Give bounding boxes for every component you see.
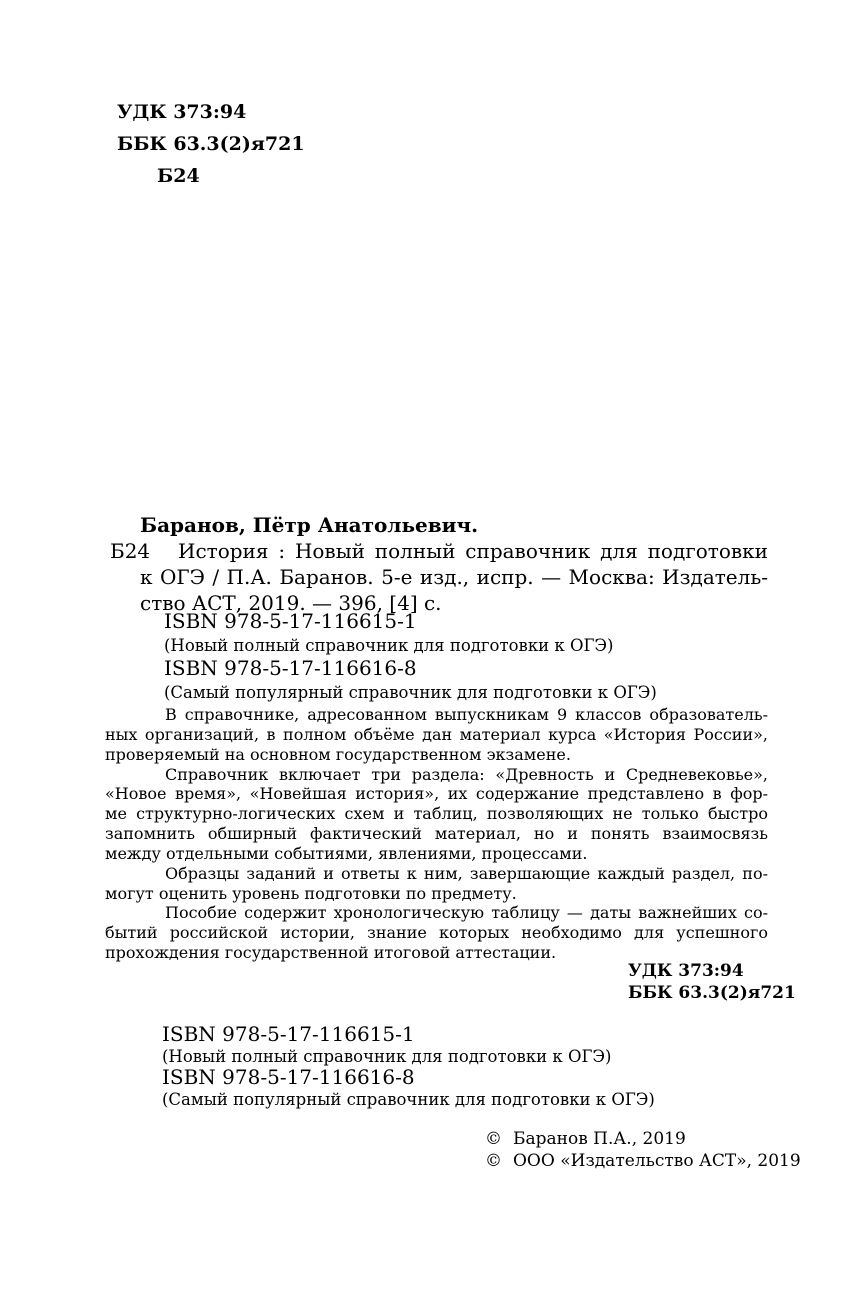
- isbn-line: ISBN 978-5-17-116615-1: [162, 1022, 415, 1046]
- classification-codes-top: [117, 96, 305, 192]
- annotation-line: могут оценить уровень подготовки по предмету.: [105, 883, 517, 903]
- annotation-line: проверяемый на основном государственном экзамене.: [105, 744, 571, 764]
- copyright-block: [485, 1128, 801, 1173]
- classification-codes-right: [628, 960, 796, 1004]
- copyright-symbol: ©: [485, 1151, 502, 1172]
- annotation-line: Пособие содержит хронологическую таблицу — даты важнейших со-: [165, 903, 768, 923]
- annotation-line: прохождения государственной итоговой аттестации.: [105, 943, 557, 963]
- copyright-text: Баранов П.А., 2019: [513, 1129, 686, 1149]
- annotation-line: бытий российской истории, знание которых необходимо для успешного: [105, 923, 768, 943]
- isbn-line: ISBN 978-5-17-116615-1: [164, 609, 417, 633]
- catalog-entry-line: История : Новый полный справочник для подготовки: [178, 539, 768, 563]
- annotation-line: Образцы заданий и ответы к ним, завершающие каждый раздел, по-: [165, 863, 768, 883]
- series-title-line: (Новый полный справочник для подготовки к ОГЭ): [164, 635, 614, 655]
- isbn-line: ISBN 978-5-17-116616-8: [164, 656, 417, 680]
- annotation-line: Справочник включает три раздела: «Древность и Средневековье»,: [165, 764, 768, 784]
- series-title-line: (Новый полный справочник для подготовки к ОГЭ): [162, 1046, 612, 1066]
- catalog-entry-line: к ОГЭ / П.А. Баранов. 5-е изд., испр. — Москва: Издатель-: [140, 565, 768, 589]
- bbk-code: ББК 63.3(2)я721: [628, 983, 796, 1003]
- annotation-line: запомнить обширный фактический материал, но и понять взаимосвязь: [105, 824, 768, 844]
- copyright-symbol: ©: [485, 1129, 502, 1149]
- annotation-line: «Новое время», «Новейшая история», их содержание представлено в фор-: [105, 784, 768, 804]
- bbk-code: ББК 63.3(2)я721: [117, 133, 305, 155]
- author-sign-code-margin: Б24: [110, 539, 151, 563]
- catalog-entry-line: ство АСТ, 2019. — 396, [4] с.: [140, 591, 442, 615]
- catalog-entry: [110, 512, 768, 616]
- series-title-line: (Самый популярный справочник для подготовки к ОГЭ): [164, 682, 657, 702]
- isbn-block-bottom: [162, 1024, 655, 1111]
- annotation-text: [105, 705, 768, 963]
- annotation-line: ных организаций, в полном объёме дан материал курса «История России»,: [105, 724, 768, 744]
- copyright-line: [485, 1128, 801, 1150]
- annotation-line: ме структурно-логических схем и таблиц, позволяющих не только быстро: [105, 804, 768, 824]
- isbn-block-top: [164, 610, 657, 704]
- udk-code: УДК 373:94: [117, 101, 247, 123]
- udk-code: УДК 373:94: [628, 961, 744, 981]
- copyright-text: ООО «Издательство АСТ», 2019: [513, 1151, 801, 1172]
- copyright-line: [485, 1150, 801, 1172]
- isbn-line: ISBN 978-5-17-116616-8: [162, 1065, 415, 1090]
- author-sign-code: Б24: [157, 165, 200, 187]
- author-name: Баранов, Пётр Анатольевич.: [140, 513, 479, 537]
- annotation-line: между отдельными событиями, явлениями, процессами.: [105, 843, 588, 863]
- annotation-line: В справочнике, адресованном выпускникам 9 классов образователь-: [165, 705, 768, 724]
- series-title-line: (Самый популярный справочник для подготовки к ОГЭ): [162, 1090, 655, 1110]
